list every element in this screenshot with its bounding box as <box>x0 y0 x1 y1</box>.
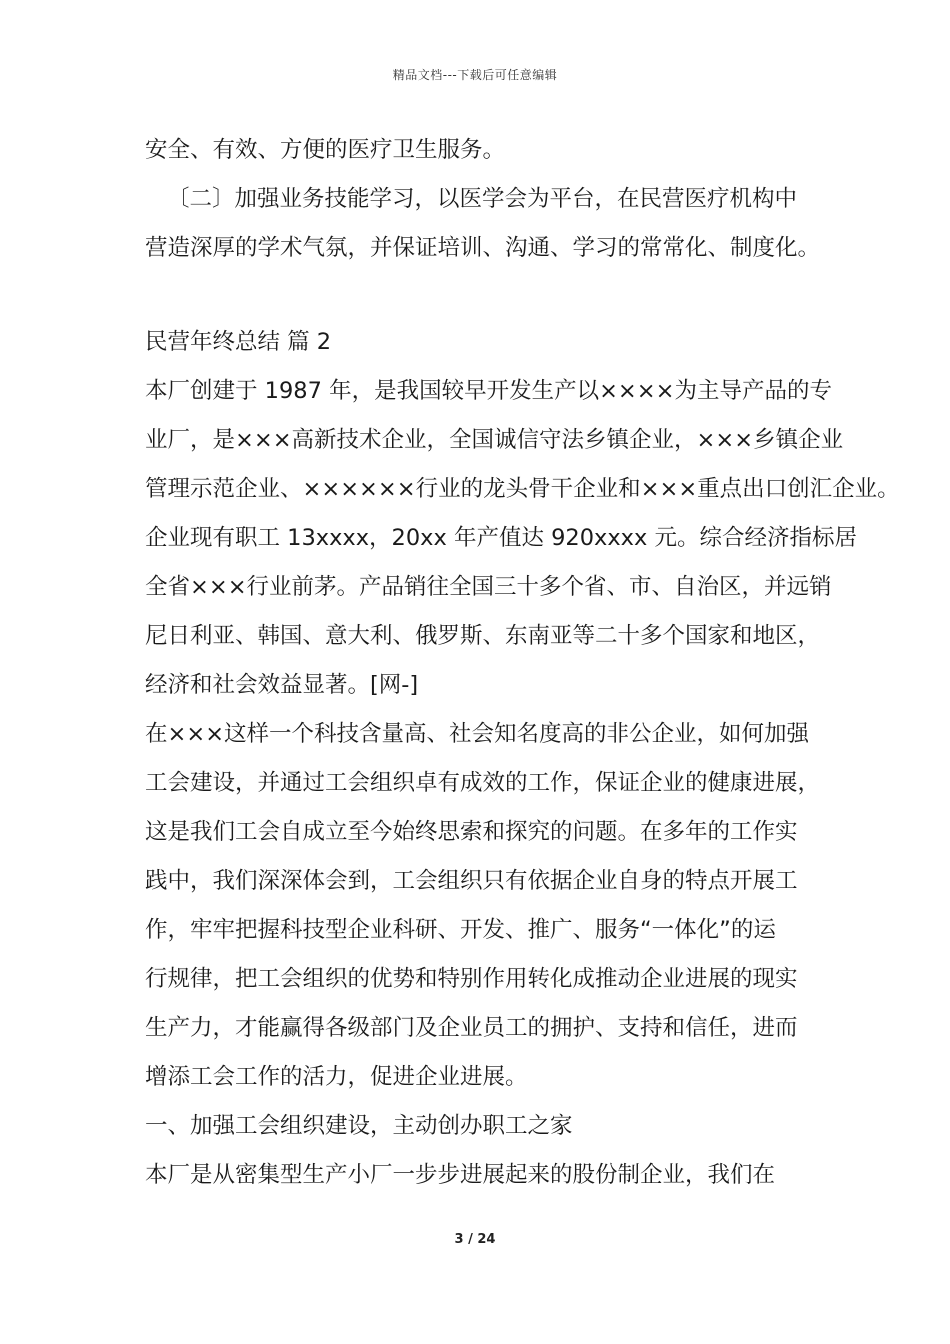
section-title: 民营年终总结 篇 2 <box>145 329 332 355</box>
page-number: 3 / 24 <box>454 1232 496 1247</box>
paragraph-gap <box>145 273 825 318</box>
document-body <box>145 126 900 1200</box>
body-line: 践中，我们深深体会到，工会组织只有依据企业自身的特点开展工 <box>145 868 798 894</box>
body-line: 管理示范企业、××××××行业的龙头骨干企业和×××重点出口创汇企业。 <box>145 476 900 502</box>
page-header: 精品文档---下载后可任意编辑 <box>392 68 558 82</box>
body-line: 工会建设，并通过工会组织卓有成效的工作，保证企业的健康进展， <box>145 770 821 796</box>
body-line: 企业现有职工 13xxxx，20xx 年产值达 920xxxx 元。综合经济指标居 <box>145 525 857 551</box>
body-line: 作，牢牢把握科技型企业科研、开发、推广、服务“一体化”的运 <box>145 917 776 943</box>
body-line: 这是我们工会自成立至今始终思索和探究的问题。在多年的工作实 <box>145 819 798 845</box>
body-line: 生产力，才能赢得各级部门及企业员工的拥护、支持和信任，进而 <box>145 1015 798 1041</box>
body-line: 增添工会工作的活力，促进企业进展。 <box>145 1064 528 1090</box>
body-line: 在×××这样一个科技含量高、社会知名度高的非公企业，如何加强 <box>145 721 810 747</box>
body-line: 全省×××行业前茅。产品销往全国三十多个省、市、自治区，并远销 <box>145 574 832 600</box>
body-line: 本厂创建于 1987 年，是我国较早开发生产以××××为主导产品的专 <box>145 378 832 404</box>
body-line: 尼日利亚、韩国、意大利、俄罗斯、东南亚等二十多个国家和地区， <box>145 623 821 649</box>
body-line: 业厂，是×××高新技术企业，全国诚信守法乡镇企业，×××乡镇企业 <box>145 427 844 453</box>
body-line: 行规律，把工会组织的优势和特别作用转化成推动企业进展的现实 <box>145 966 798 992</box>
section-heading: 一、加强工会组织建设，主动创办职工之家 <box>145 1113 573 1139</box>
body-line: 安全、有效、方便的医疗卫生服务。 <box>145 137 506 163</box>
body-line: 营造深厚的学术气氛，并保证培训、沟通、学习的常常化、制度化。 <box>145 235 821 261</box>
body-line: 本厂是从密集型生产小厂一步步进展起来的股份制企业，我们在 <box>145 1162 776 1188</box>
body-line: 经济和社会效益显著。[网-] <box>145 672 419 698</box>
body-line: 〔二〕加强业务技能学习，以医学会为平台，在民营医疗机构中 <box>167 186 798 212</box>
